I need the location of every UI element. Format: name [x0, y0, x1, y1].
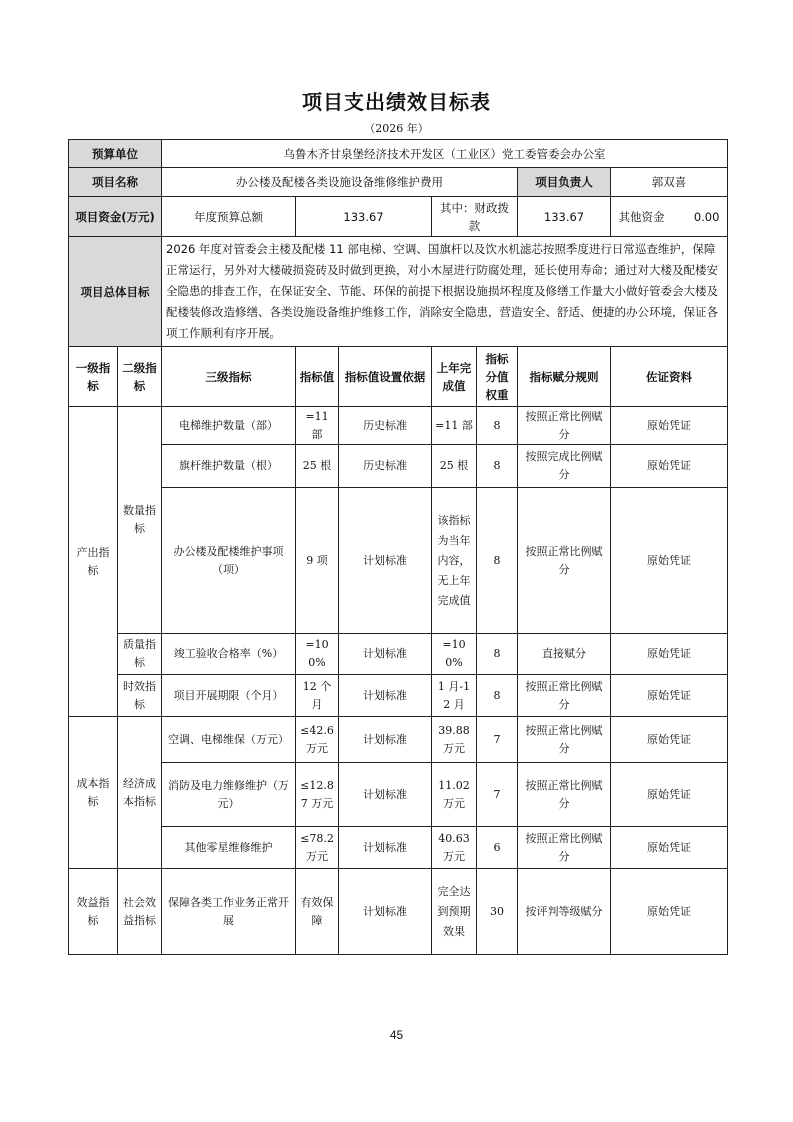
- row-prev: =11 部: [432, 407, 477, 445]
- row-weight: 8: [477, 407, 518, 445]
- group-timeliness: 时效指标: [118, 675, 162, 717]
- other-label: 其他资金: [618, 209, 665, 224]
- leader-value: 郭双喜: [611, 168, 728, 197]
- row-name: 项目开展期限（个月）: [162, 675, 296, 717]
- row-prev: 11.02 万元: [432, 763, 477, 827]
- row-name: 竣工验收合格率（%）: [162, 634, 296, 675]
- year-label: （2026 年）: [364, 122, 429, 135]
- project-name-label: 项目名称: [69, 168, 162, 197]
- row-evidence: 原始凭证: [611, 445, 728, 488]
- group-output: 产出指标: [69, 407, 118, 717]
- row-weight: 6: [477, 827, 518, 869]
- row-value: =100%: [296, 634, 339, 675]
- col-evidence: 佐证资料: [611, 347, 728, 407]
- row-evidence: 原始凭证: [611, 717, 728, 763]
- row-name: 电梯维护数量（部）: [162, 407, 296, 445]
- row-value: 12 个月: [296, 675, 339, 717]
- row-prev: 该指标为当年内容，无上年完成值: [432, 488, 477, 634]
- row-rule: 按照正常比例赋分: [518, 827, 611, 869]
- col-level3: 三级指标: [162, 347, 296, 407]
- performance-table: [68, 139, 728, 955]
- row-rule: 按照正常比例赋分: [518, 675, 611, 717]
- row-rule: 直接赋分: [518, 634, 611, 675]
- row-rule: 按照正常比例赋分: [518, 763, 611, 827]
- row-rule: 按评判等级赋分: [518, 869, 611, 955]
- group-quality: 质量指标: [118, 634, 162, 675]
- col-level1: 一级指标: [69, 347, 118, 407]
- other-funds: [611, 197, 728, 237]
- row-weight: 30: [477, 869, 518, 955]
- row-evidence: 原始凭证: [611, 763, 728, 827]
- row-value: 有效保障: [296, 869, 339, 955]
- row-rule: 按照正常比例赋分: [518, 717, 611, 763]
- row-prev: 完全达到预期效果: [432, 869, 477, 955]
- row-value: =11 部: [296, 407, 339, 445]
- row-name: 其他零星维修维护: [162, 827, 296, 869]
- row-name: 保障各类工作业务正常开展: [162, 869, 296, 955]
- page-title: 项目支出绩效目标表: [302, 90, 491, 114]
- row-evidence: 原始凭证: [611, 488, 728, 634]
- row-rule: 按照正常比例赋分: [518, 407, 611, 445]
- row-weight: 7: [477, 717, 518, 763]
- row-basis: 计划标准: [339, 634, 432, 675]
- fiscal-label: 其中：财政拨款: [432, 197, 518, 237]
- goal-text: 2026 年度对管委会主楼及配楼 11 部电梯、空调、国旗杆以及饮水机滤芯按照季度进行日常巡查维护，保障正常运行，另外对大楼破损瓷砖及时做到更换，对小木屋进行防腐处理，延长使用寿命；通过对大楼及配楼安全隐患的排查工作，在保证安全、节能、环保的前提下根据设施损坏程度及修缮工作量大小做好管委会大楼及配楼装修改造修缮、各类设施设备维护维修工作，消除安全隐患，营造安全、舒适、便捷的办公环境，保证各项工作顺利有序开展。: [162, 237, 728, 347]
- row-evidence: 原始凭证: [611, 634, 728, 675]
- col-prev: 上年完成值: [432, 347, 477, 407]
- row-value: ≤42.6 万元: [296, 717, 339, 763]
- row-evidence: 原始凭证: [611, 675, 728, 717]
- group-quantity: 数量指标: [118, 407, 162, 634]
- annual-budget-label: 年度预算总额: [162, 197, 296, 237]
- row-weight: 7: [477, 763, 518, 827]
- page-number: 45: [389, 1028, 404, 1042]
- funds-label: 项目资金(万元): [69, 197, 162, 237]
- group-economic-cost: 经济成本指标: [118, 717, 162, 869]
- row-name: 办公楼及配楼维护事项（项）: [162, 488, 296, 634]
- row-name: 空调、电梯维保（万元）: [162, 717, 296, 763]
- row-prev: =100%: [432, 634, 477, 675]
- row-name: 消防及电力维修维护（万元）: [162, 763, 296, 827]
- col-rule: 指标赋分规则: [518, 347, 611, 407]
- row-prev: 40.63 万元: [432, 827, 477, 869]
- row-basis: 历史标准: [339, 407, 432, 445]
- other-value: 0.00: [693, 209, 720, 224]
- row-weight: 8: [477, 488, 518, 634]
- col-value: 指标值: [296, 347, 339, 407]
- row-weight: 8: [477, 445, 518, 488]
- budget-unit-value: 乌鲁木齐甘泉堡经济技术开发区（工业区）党工委管委会办公室: [162, 140, 728, 168]
- row-rule: 按照完成比例赋分: [518, 445, 611, 488]
- goal-label: 项目总体目标: [69, 237, 162, 347]
- row-prev: 39.88 万元: [432, 717, 477, 763]
- col-level2: 二级指标: [118, 347, 162, 407]
- row-value: 25 根: [296, 445, 339, 488]
- row-prev: 25 根: [432, 445, 477, 488]
- row-basis: 计划标准: [339, 869, 432, 955]
- row-value: ≤12.87 万元: [296, 763, 339, 827]
- group-benefit: 效益指标: [69, 869, 118, 955]
- row-basis: 计划标准: [339, 717, 432, 763]
- row-basis: 计划标准: [339, 675, 432, 717]
- row-prev: 1 月-12 月: [432, 675, 477, 717]
- row-basis: 计划标准: [339, 827, 432, 869]
- row-name: 旗杆维护数量（根）: [162, 445, 296, 488]
- fiscal-value: 133.67: [518, 197, 611, 237]
- row-evidence: 原始凭证: [611, 827, 728, 869]
- leader-label: 项目负责人: [518, 168, 611, 197]
- row-evidence: 原始凭证: [611, 407, 728, 445]
- row-value: 9 项: [296, 488, 339, 634]
- row-weight: 8: [477, 634, 518, 675]
- row-evidence: 原始凭证: [611, 869, 728, 955]
- group-social-benefit: 社会效益指标: [118, 869, 162, 955]
- group-cost: 成本指标: [69, 717, 118, 869]
- row-value: ≤78.2 万元: [296, 827, 339, 869]
- row-weight: 8: [477, 675, 518, 717]
- project-name-value: 办公楼及配楼各类设施设备维修维护费用: [162, 168, 518, 197]
- annual-budget-value: 133.67: [296, 197, 432, 237]
- col-basis: 指标值设置依据: [339, 347, 432, 407]
- budget-unit-label: 预算单位: [69, 140, 162, 168]
- col-weight: 指标分值权重: [477, 347, 518, 407]
- row-rule: 按照正常比例赋分: [518, 488, 611, 634]
- row-basis: 计划标准: [339, 763, 432, 827]
- row-basis: 历史标准: [339, 445, 432, 488]
- row-basis: 计划标准: [339, 488, 432, 634]
